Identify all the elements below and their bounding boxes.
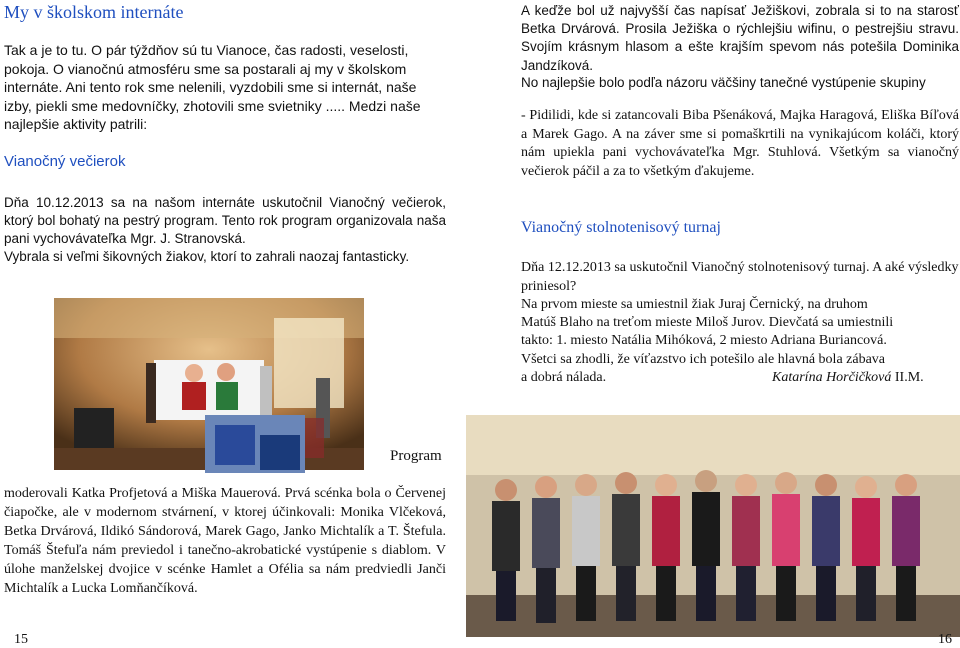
intro-paragraph: Tak a je to tu. O pár týždňov sú tu Vianoce, čas radosti, veselosti, pokoja. O vianočnú atmosféru sme sa postarali aj my v školskom internáte. Ani tento rok sme nelenili, vyzdobili sme si internát, naše izby, piekli sme medovníčky, zhotovili sme svietniky ..... Medzi naše najlepšie aktivity patrili: (4, 42, 421, 133)
christmas-party-paragraph-2: Vybrala si veľmi šikovných žiakov, ktorí to zahrali naozaj fantasticky. (4, 249, 410, 264)
author-signature (772, 369, 924, 388)
dance-paragraph: - Pidilidi, kde si zatancovali Biba Pšenáková, Majka Haragová, Eliška Bíľová a Marek Gago. A na záver sme si pomaškrtili na vynikajúcom koláči, ktorý nám upiekla pani vychovávateľka Mgr. Stuhlová. Všetkým sa vianočný večierok páčil a za to všetkým ďakujeme. (521, 108, 959, 179)
table-tennis-line-5: a dobrá nálada. (521, 370, 607, 385)
page-number-right: 16 (938, 632, 952, 647)
table-tennis-line-1: Na prvom mieste sa umiestnil žiak Juraj Černický, na druhom (521, 297, 868, 312)
program-label: Program (390, 448, 442, 464)
section-heading-table-tennis: Vianočný stolnotenisový turnaj (521, 219, 721, 236)
section-heading-christmas-party: Vianočný večierok (4, 153, 126, 170)
author-name: Katarína Horčičková (772, 370, 892, 385)
party-photo-detail (205, 415, 305, 473)
table-tennis-line-4: Všetci sa zhodli, že víťazstvo ich potešilo ale hlavná bola zábava (521, 352, 886, 367)
group-photo-image (466, 415, 960, 637)
letter-paragraph: A keďže bol už najvyšší čas napísať Ježiškovi, zobrala si to na starosť Betka Drvárová. Prosila Ježiška o rýchlejšiu wifinu, o pestrejšiu stravu. Svojím krásnym hlasom a ešte krajším spevom nás potešila Dominika Jandzíková. (521, 3, 959, 73)
party-photo-detail-image (205, 415, 305, 473)
page-number-left: 15 (14, 632, 28, 647)
table-tennis-paragraph: Dňa 12.12.2013 sa uskutočnil Vianočný stolnotenisový turnaj. A aké výsledky priniesol? (521, 260, 959, 294)
article-title: My v školskom internáte (4, 2, 184, 22)
author-class: II.M. (894, 370, 924, 385)
group-photo (466, 415, 960, 637)
program-paragraph: moderovali Katka Profjetová a Miška Mauerová. Prvá scénka bola o Červenej čiapočke, ale v modernom stvárnení, v ktorej účinkovali: Monika Vlčeková, Betka Drvárová, Ildikó Sándorová, Marek Gago, Janko Michtalík a T. Štefula. Tomáš Štefuľa nám previedol i tanečno-akrobatické vystúpenie s diablom. V úlohe manželskej dvojice v scénke Hamlet a Ofélia sa nám predviedli Janči Michtalík a Lucka Lomňančíková. (4, 486, 446, 596)
christmas-party-paragraph: Dňa 10.12.2013 sa na našom internáte uskutočnil Vianočný večierok, ktorý bol bohatý na pestrý program. Tento rok program organizovala naša pani vychovávateľka Mgr. J. Stranovská. (4, 195, 446, 247)
table-tennis-line-2: Matúš Blaho na treťom mieste Miloš Jurov. Dievčatá sa umiestnili (521, 315, 894, 330)
table-tennis-line-3: takto: 1. miesto Natália Mihóková, 2 miesto Adriana Buriancová. (521, 333, 887, 348)
dance-intro-line: No najlepšie bolo podľa názoru väčšiny tanečné vystúpenie skupiny (521, 75, 926, 90)
